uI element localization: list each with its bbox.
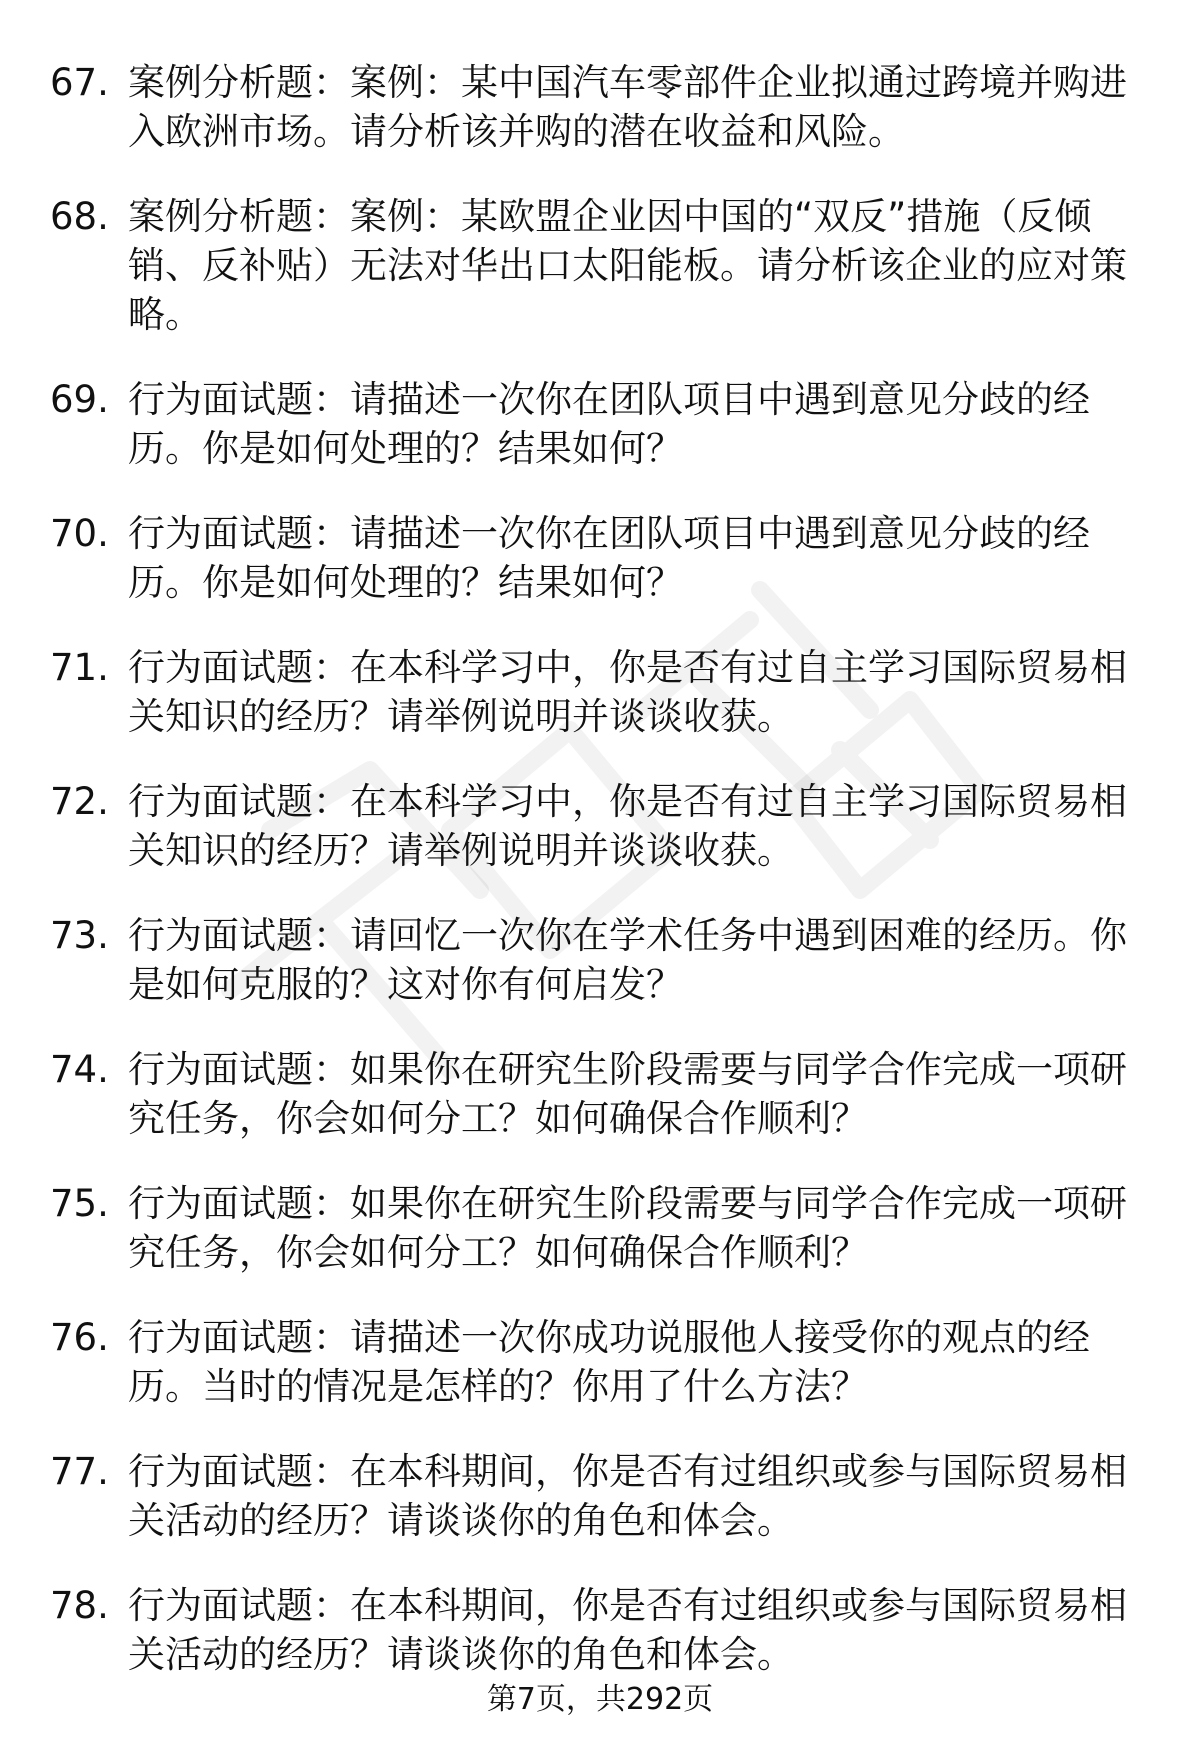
question-number: 72.: [50, 780, 109, 823]
question-item: [0, 643, 1200, 741]
question-number: 73.: [50, 914, 109, 957]
question-number: 74.: [50, 1048, 109, 1091]
question-number: 68.: [50, 195, 109, 238]
question-text: 行为面试题：在本科期间，你是否有过组织或参与国际贸易相关活动的经历？请谈谈你的角色和体会。: [128, 1450, 1127, 1542]
question-item: [0, 1447, 1200, 1545]
question-number: 78.: [50, 1584, 109, 1627]
question-item: [0, 192, 1200, 339]
question-item: [0, 911, 1200, 1009]
question-item: [0, 375, 1200, 473]
page-number-footer: 第7页，共292页: [486, 1682, 714, 1717]
question-text: 行为面试题：在本科学习中，你是否有过自主学习国际贸易相关知识的经历？请举例说明并谈谈收获。: [128, 780, 1127, 872]
question-number: 75.: [50, 1182, 109, 1225]
question-number: 70.: [50, 512, 109, 555]
question-number: 67.: [50, 61, 109, 104]
question-list: [0, 58, 1200, 1715]
question-text: 案例分析题：案例：某欧盟企业因中国的“双反”措施（反倾销、反补贴）无法对华出口太阳能板。请分析该企业的应对策略。: [128, 195, 1127, 336]
question-number: 71.: [50, 646, 109, 689]
question-text: 行为面试题：请描述一次你在团队项目中遇到意见分歧的经历。你是如何处理的？结果如何？: [128, 378, 1090, 470]
question-number: 69.: [50, 378, 109, 421]
question-item: [0, 509, 1200, 607]
question-number: 77.: [50, 1450, 109, 1493]
question-item: [0, 1313, 1200, 1411]
question-item: [0, 1581, 1200, 1679]
question-item: [0, 58, 1200, 156]
question-item: [0, 1179, 1200, 1277]
question-text: 行为面试题：如果你在研究生阶段需要与同学合作完成一项研究任务，你会如何分工？如何确保合作顺利？: [128, 1048, 1127, 1140]
question-text: 行为面试题：在本科期间，你是否有过组织或参与国际贸易相关活动的经历？请谈谈你的角色和体会。: [128, 1584, 1127, 1676]
question-text: 行为面试题：请描述一次你成功说服他人接受你的观点的经历。当时的情况是怎样的？你用了什么方法？: [128, 1316, 1090, 1408]
question-item: [0, 1045, 1200, 1143]
question-item: [0, 777, 1200, 875]
question-text: 行为面试题：请描述一次你在团队项目中遇到意见分歧的经历。你是如何处理的？结果如何？: [128, 512, 1090, 604]
question-text: 行为面试题：在本科学习中，你是否有过自主学习国际贸易相关知识的经历？请举例说明并谈谈收获。: [128, 646, 1127, 738]
question-text: 案例分析题：案例：某中国汽车零部件企业拟通过跨境并购进入欧洲市场。请分析该并购的潜在收益和风险。: [128, 61, 1127, 153]
question-text: 行为面试题：如果你在研究生阶段需要与同学合作完成一项研究任务，你会如何分工？如何确保合作顺利？: [128, 1182, 1127, 1274]
question-number: 76.: [50, 1316, 109, 1359]
question-text: 行为面试题：请回忆一次你在学术任务中遇到困难的经历。你是如何克服的？这对你有何启发？: [128, 914, 1127, 1006]
